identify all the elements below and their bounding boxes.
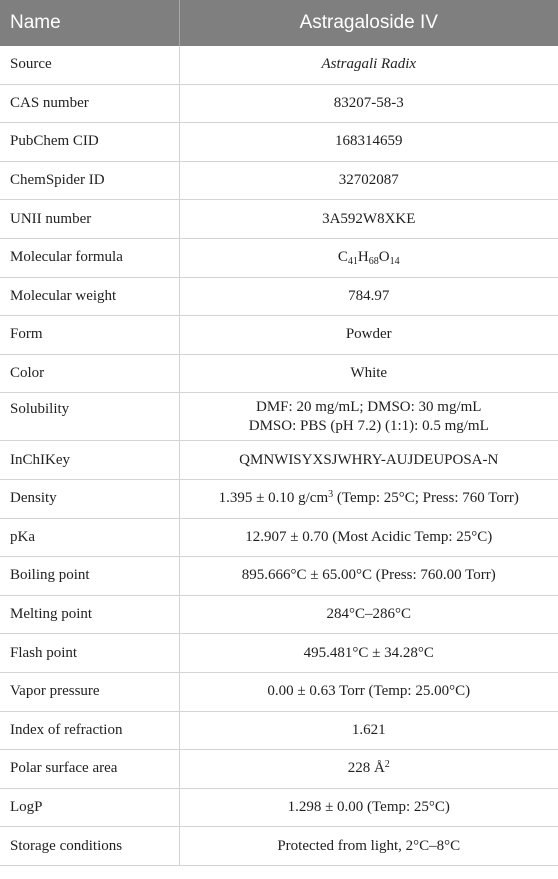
row-label: LogP [0, 788, 179, 827]
row-value: White [179, 354, 558, 393]
row-label: Melting point [0, 595, 179, 634]
row-value: 784.97 [179, 277, 558, 316]
row-label: Flash point [0, 634, 179, 673]
table-row [0, 238, 558, 277]
table-row [0, 84, 558, 123]
header-compound-name: Astragaloside IV [179, 0, 558, 46]
row-label: UNII number [0, 200, 179, 239]
row-label: Molecular weight [0, 277, 179, 316]
table-row [0, 316, 558, 355]
row-label: Solubility [0, 393, 179, 441]
row-value: QMNWISYXSJWHRY-AUJDEUPOSA-N [179, 441, 558, 480]
row-value: 3A592W8XKE [179, 200, 558, 239]
row-label: Color [0, 354, 179, 393]
table-row [0, 46, 558, 84]
solubility-line-1: DMF: 20 mg/mL; DMSO: 30 mg/mL [256, 398, 482, 415]
solubility-value [179, 393, 558, 441]
row-value: 895.666°C ± 65.00°C (Press: 760.00 Torr) [179, 557, 558, 596]
row-value [179, 46, 558, 84]
polar-surface-area-value: 228 $Å^2$ [179, 750, 558, 789]
table-row [0, 750, 558, 789]
table-row [0, 595, 558, 634]
row-label: Vapor pressure [0, 672, 179, 711]
row-value: Protected from light, 2°C–8°C [179, 827, 558, 866]
row-label: Molecular formula [0, 238, 179, 277]
row-value: 1.621 [179, 711, 558, 750]
row-value: 284°C–286°C [179, 595, 558, 634]
table-row [0, 634, 558, 673]
table-row [0, 441, 558, 480]
header-name-label: Name [0, 0, 179, 46]
row-label: Density [0, 479, 179, 518]
row-label: Storage conditions [0, 827, 179, 866]
row-label: pKa [0, 518, 179, 557]
table-row [0, 788, 558, 827]
row-value: 83207-58-3 [179, 84, 558, 123]
row-value: Powder [179, 316, 558, 355]
row-label: Boiling point [0, 557, 179, 596]
molecular-formula-value: $C_{41}H_{68}O_{14}$ [179, 238, 558, 277]
table-row [0, 479, 558, 518]
row-value: 0.00 ± 0.63 Torr (Temp: 25.00°C) [179, 672, 558, 711]
row-label: CAS number [0, 84, 179, 123]
table-row [0, 393, 558, 441]
table-row [0, 354, 558, 393]
row-value: 168314659 [179, 123, 558, 162]
row-value: 32702087 [179, 161, 558, 200]
density-value: 1.395 ± 0.10 $g/cm^3$ (Temp: 25°C; Press: 760 Torr) [179, 479, 558, 518]
table-row [0, 161, 558, 200]
row-value: 1.298 ± 0.00 (Temp: 25°C) [179, 788, 558, 827]
row-label: ChemSpider ID [0, 161, 179, 200]
row-label: InChIKey [0, 441, 179, 480]
source-value: Astragali Radix [321, 56, 417, 73]
table-row [0, 518, 558, 557]
solubility-line-2: DMSO: PBS (pH 7.2) (1:1): 0.5 mg/mL [248, 417, 489, 434]
table-row [0, 123, 558, 162]
row-label: PubChem CID [0, 123, 179, 162]
table-row [0, 672, 558, 711]
table-row [0, 827, 558, 866]
table-row [0, 200, 558, 239]
row-label: Polar surface area [0, 750, 179, 789]
table-row [0, 557, 558, 596]
row-label: Source [0, 46, 179, 84]
row-value: 495.481°C ± 34.28°C [179, 634, 558, 673]
row-label: Index of refraction [0, 711, 179, 750]
header-row [0, 0, 558, 46]
table-row [0, 711, 558, 750]
row-value: 12.907 ± 0.70 (Most Acidic Temp: 25°C) [179, 518, 558, 557]
row-label: Form [0, 316, 179, 355]
table-row [0, 277, 558, 316]
